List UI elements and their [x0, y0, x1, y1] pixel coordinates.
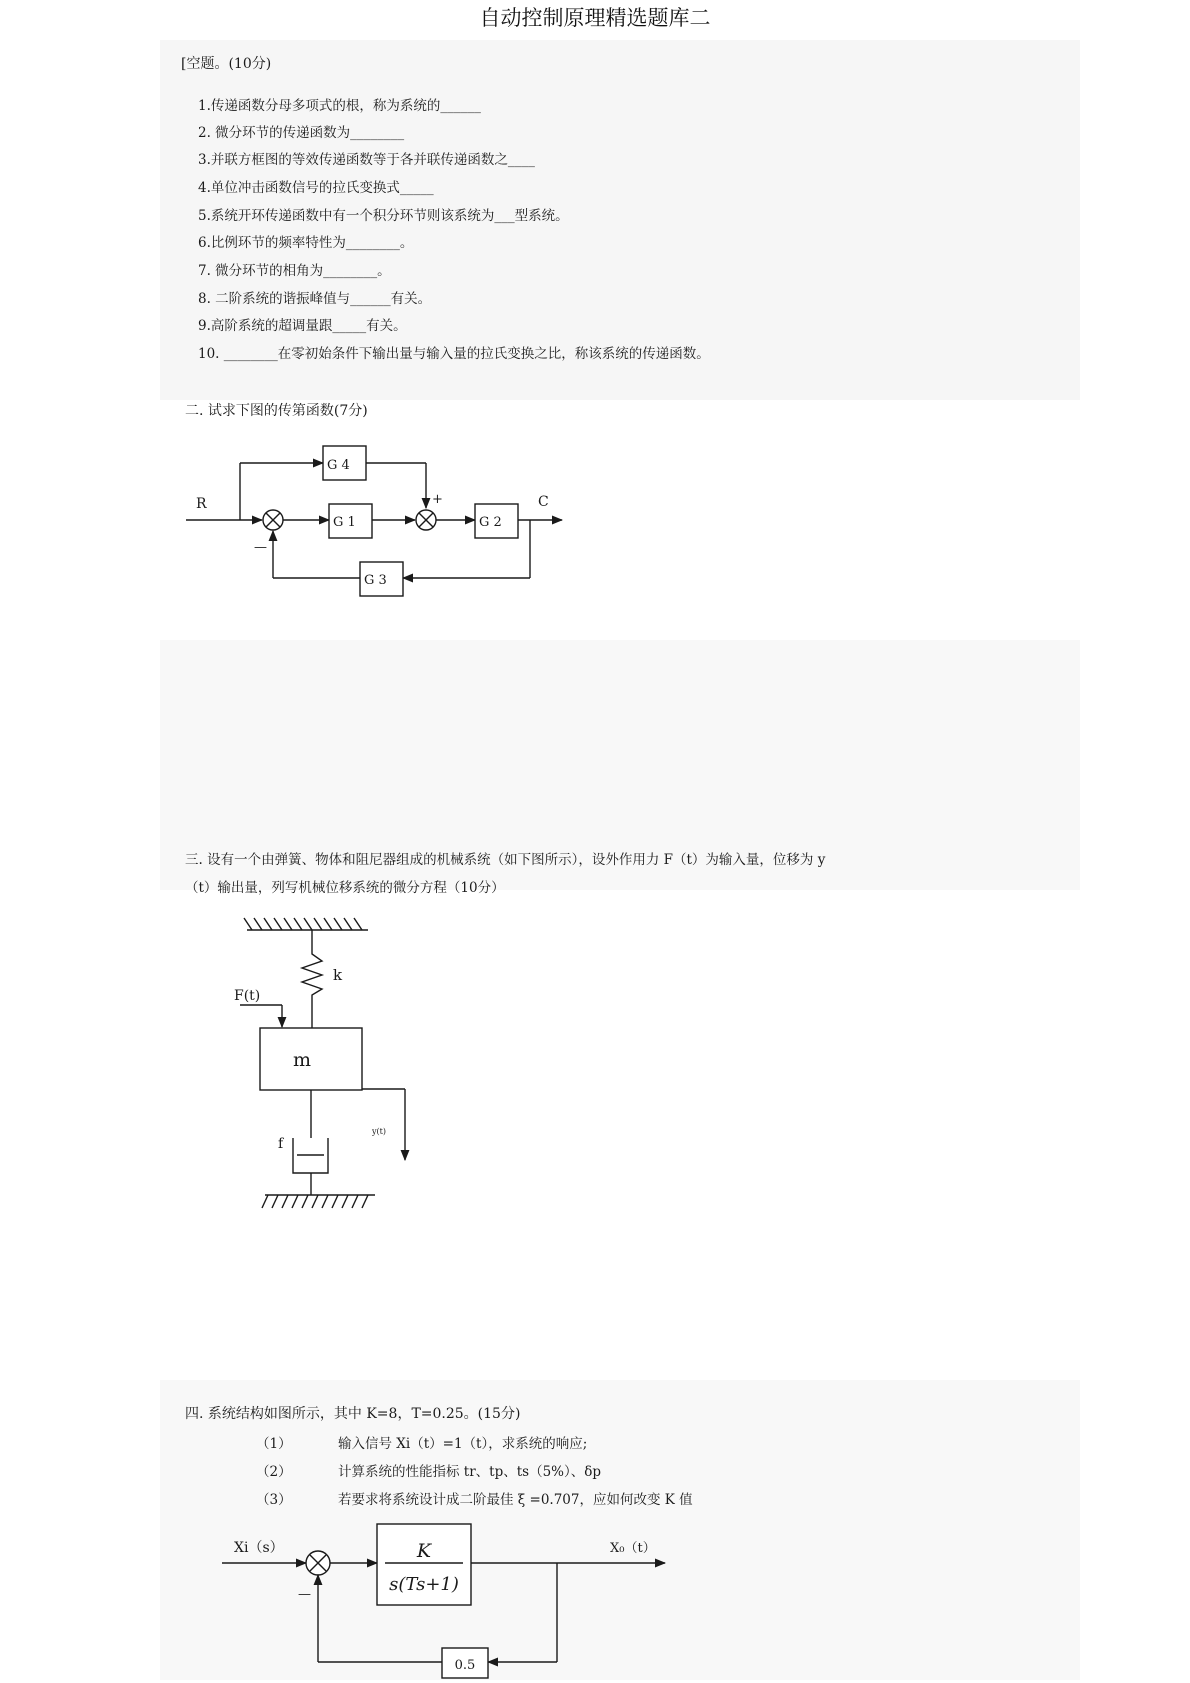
question-5: 5.系统开环传递函数中有一个积分环节则该系统为___型系统。 [198, 208, 569, 224]
label-xo: X₀（t） [610, 1541, 656, 1556]
label-g1: G 1 [333, 515, 356, 530]
section4-item2-text: 计算系统的性能指标 tr、tp、ts（5%）、δp [338, 1464, 602, 1480]
question-10: 10. ________在零初始条件下输出量与输入量的拉氏变换之比，称该系统的传递函数。 [198, 346, 710, 362]
question-6: 6.比例环节的频率特性为________。 [198, 235, 414, 251]
label-g3: G 3 [364, 573, 387, 588]
section3-line1: 三. 设有一个由弹簧、物体和阻尼器组成的机械系统（如下图所示），设外作用力 F（t）为输入量，位移为 y [185, 852, 826, 868]
question-9: 9.高阶系统的超调量跟_____有关。 [198, 318, 407, 334]
label-g2: G 2 [479, 515, 502, 530]
question-3: 3.并联方框图的等效传递函数等于各并联传递函数之____ [198, 152, 535, 168]
question-7: 7. 微分环节的相角为________。 [198, 263, 391, 279]
label-force: F(t) [234, 988, 261, 1004]
page-title: 自动控制原理精选题库二 [479, 6, 711, 30]
label-mass: m [293, 1049, 312, 1071]
label-r: R [196, 496, 207, 512]
label-g4: G 4 [327, 458, 350, 473]
label-numerator: K [416, 1540, 432, 1562]
section4-item3-text: 若要求将系统设计成二阶最佳 ξ =0.707，应如何改变 K 值 [338, 1492, 693, 1508]
label-c: C [538, 494, 549, 510]
question-2: 2. 微分环节的传递函数为________ [198, 125, 405, 141]
label-displacement: y(t) [372, 1127, 386, 1136]
floor-hatch [262, 1195, 368, 1208]
label-xi: Xi（s） [234, 1540, 284, 1556]
label-k: k [333, 966, 343, 984]
question-1: 1.传递函数分母多项式的根，称为系统的______ [198, 98, 481, 114]
section3-line2: （t）输出量，列写机械位移系统的微分方程（10分） [185, 880, 505, 896]
label-minus-4: — [298, 1587, 311, 1602]
section4-item1-text: 输入信号 Xi（t）=1（t），求系统的响应; [338, 1436, 588, 1452]
ceiling-hatch [244, 918, 362, 930]
block-diagram-4 [222, 1524, 665, 1678]
label-minus: — [254, 540, 267, 555]
section4-item3-num: （3） [256, 1492, 292, 1508]
question-4: 4.单位冲击函数信号的拉氏变换式_____ [198, 180, 434, 196]
label-feedback: 0.5 [454, 1658, 476, 1673]
section4-heading: 四. 系统结构如图所示，其中 K=8，T=0.25。(15分) [185, 1406, 521, 1422]
label-plus: + [432, 492, 443, 507]
section2-heading: 二. 试求下图的传第函数(7分) [185, 403, 368, 419]
section1-heading: [空题。(10分) [181, 56, 272, 72]
label-denominator: s(Ts+1) [389, 1574, 459, 1595]
label-damper: f [278, 1136, 284, 1152]
section4-item1-num: （1） [256, 1436, 292, 1452]
section4-item2-num: （2） [256, 1464, 292, 1480]
spring [302, 930, 322, 1028]
question-8: 8. 二阶系统的谐振峰值与______有关。 [198, 291, 432, 307]
mechanical-diagram [240, 918, 405, 1208]
